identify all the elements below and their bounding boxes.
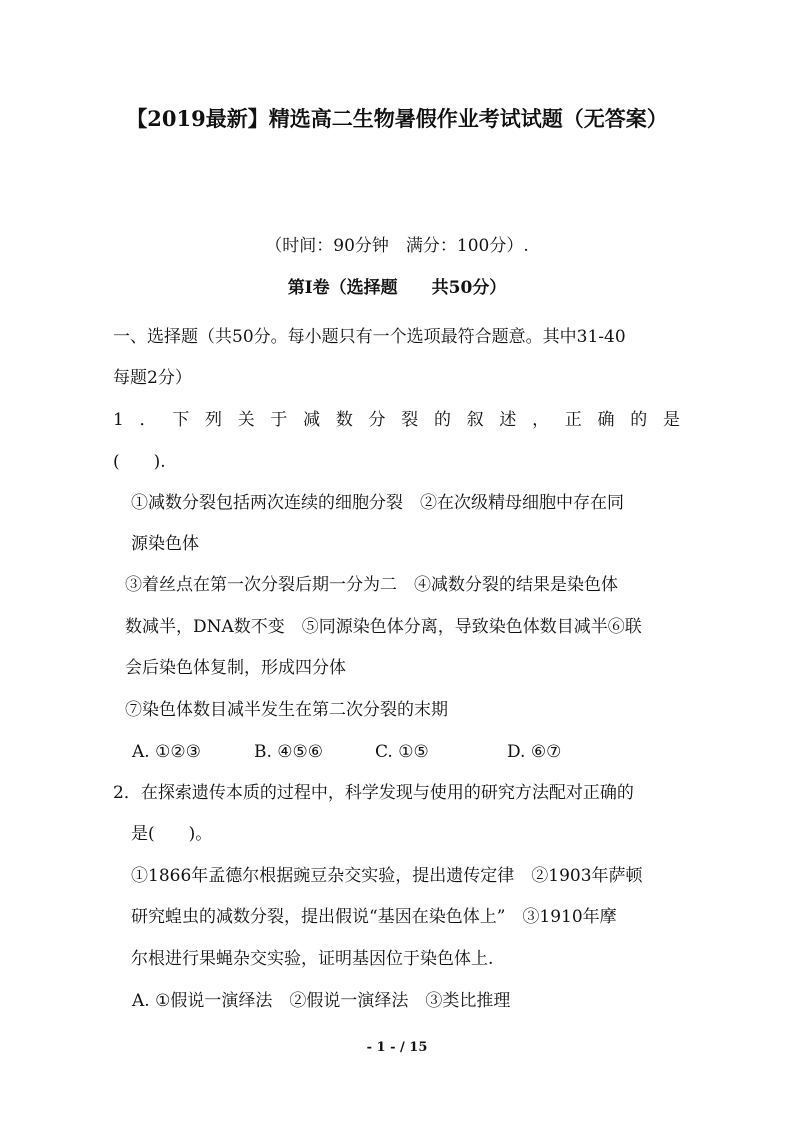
- question-1-statement-line: ③着丝点在第一次分裂后期一分为二 ④减数分裂的结果是染色体: [125, 575, 618, 595]
- question-1-statement-line: 源染色体: [131, 534, 199, 554]
- question-1-statement-line: ①减数分裂包括两次连续的细胞分裂 ②在次级精母细胞中存在同: [131, 493, 624, 513]
- question-1-stem-line-2: ( ).: [113, 452, 166, 472]
- instructions-line-2: 每题2分）: [113, 368, 192, 388]
- question-1-option-d: D. ⑥⑦: [507, 742, 562, 762]
- section-heading: 第Ⅰ卷（选择题 共50分）: [287, 278, 507, 298]
- question-1-statement-line: 数减半，DNA数不变 ⑤同源染色体分离，导致染色体数目减半⑥联: [125, 617, 642, 637]
- question-2-stem-line-2: 是( )。: [131, 824, 213, 844]
- question-2-stem-line-1: 2．在探索遗传本质的过程中，科学发现与使用的研究方法配对正确的: [113, 783, 634, 803]
- question-2-statement-line: 尔根进行果蝇杂交实验，证明基因位于染色体上.: [131, 949, 494, 969]
- question-1-statement-line: 会后染色体复制，形成四分体: [125, 658, 346, 678]
- question-2-statement-line: 研究蝗虫的减数分裂，提出假说“基因在染色体上” ③1910年摩: [131, 907, 617, 927]
- instructions-line-1: 一、选择题（共50分。每小题只有一个选项最符合题意。其中31-40: [113, 327, 626, 347]
- document-title: 【2019最新】精选高二生物暑假作业考试试题（无答案）: [126, 106, 668, 131]
- question-1-option-c: C. ①⑤: [375, 742, 429, 762]
- question-1-option-a: A. ①②③: [132, 742, 201, 762]
- page-indicator: - 1 - / 15: [366, 1040, 428, 1055]
- question-1-statement-line: ⑦染色体数目减半发生在第二次分裂的末期: [125, 700, 448, 720]
- question-2-statement-line: ①1866年孟德尔根据豌豆杂交实验，提出遗传定律 ②1903年萨顿: [131, 866, 643, 886]
- question-2-option-a: A. ①假说一演绎法 ②假说一演绎法 ③类比推理: [132, 991, 511, 1011]
- exam-meta: （时间：90分钟 满分：100分）.: [265, 236, 529, 256]
- question-1-option-b: B. ④⑤⑥: [254, 742, 324, 762]
- question-1-stem-line-1: 1．下列关于减数分裂的叙述，正确的是: [113, 410, 680, 430]
